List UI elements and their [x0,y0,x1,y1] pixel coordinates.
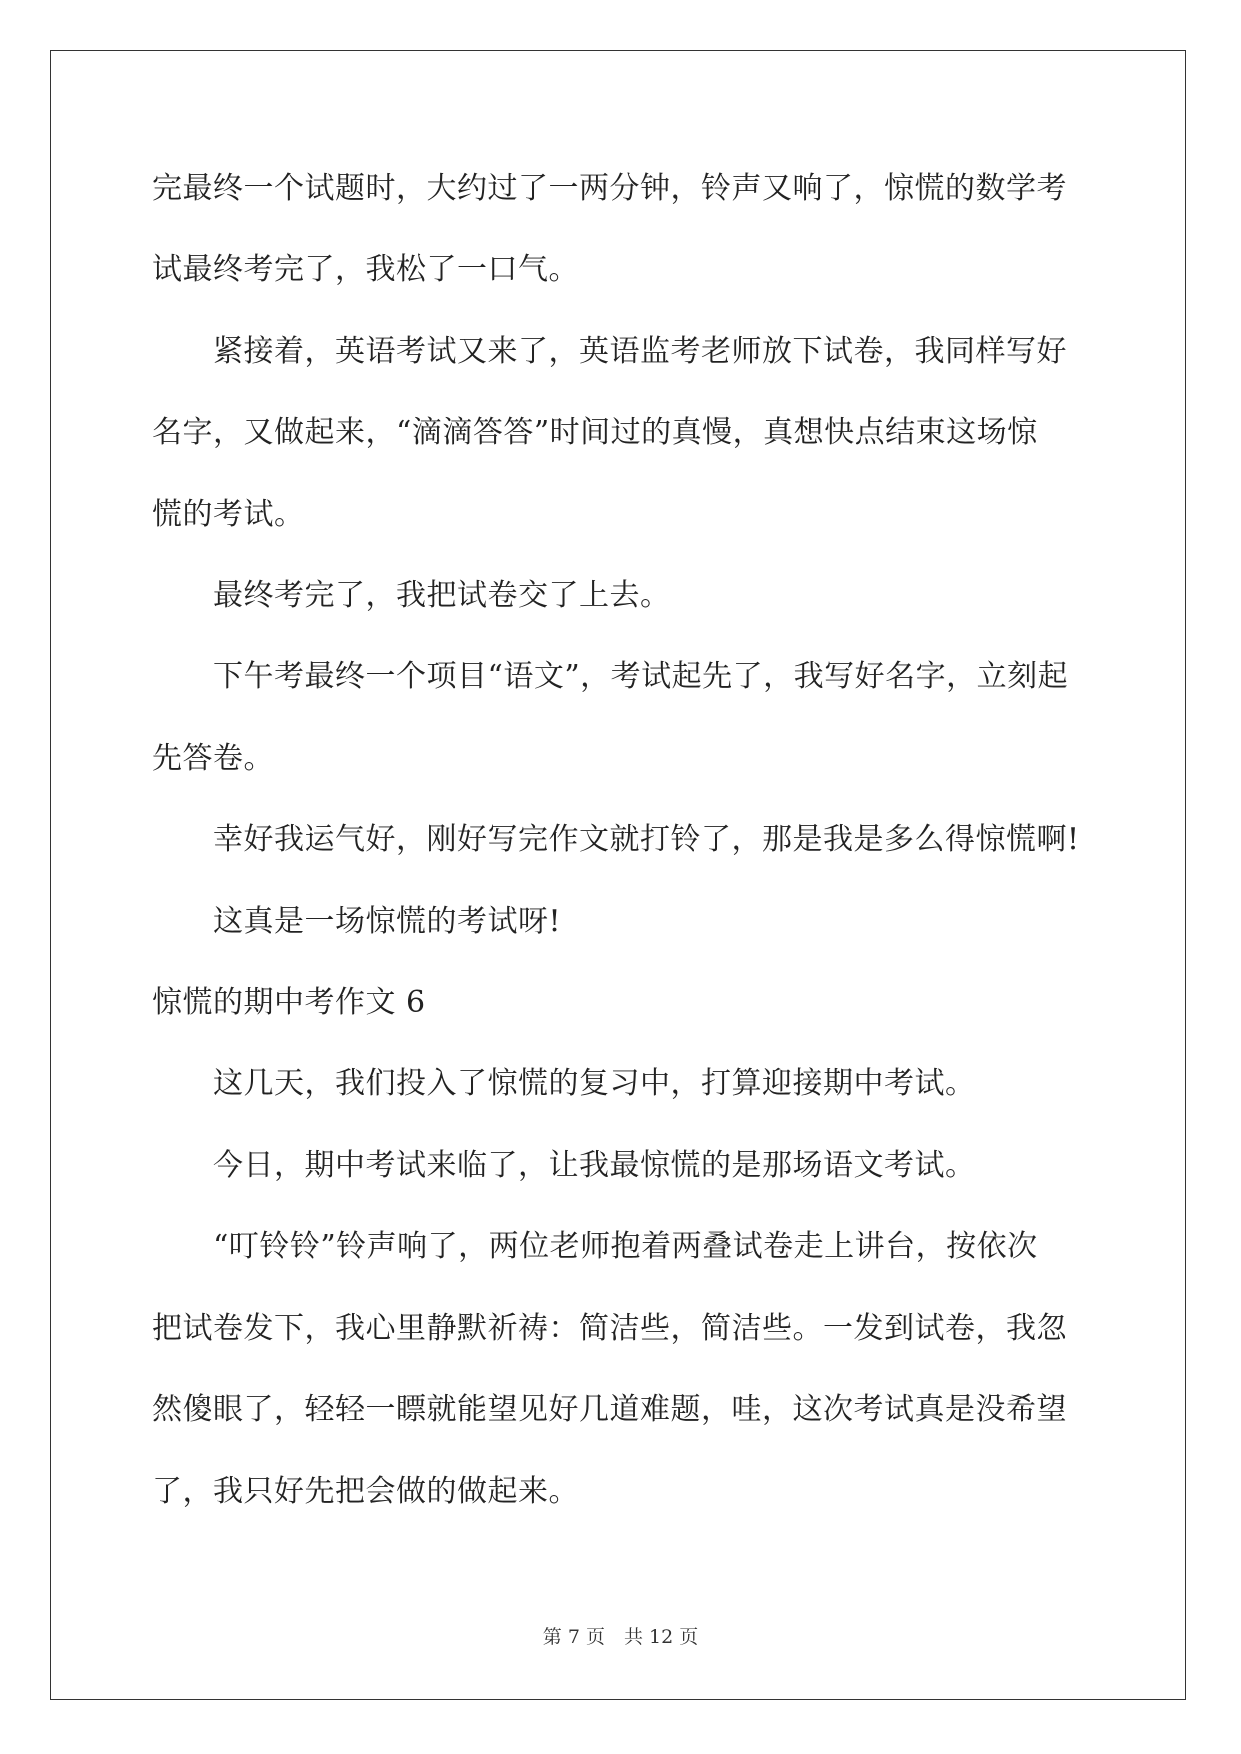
paragraph-line: 下午考最终一个项目“语文”，考试起先了，我写好名字，立刻起 [152,659,1069,694]
paragraph-line: 紧接着，英语考试又来了，英语监考老师放下试卷，我同样写好 [152,334,1067,369]
text-line: 然傻眼了，轻轻一瞟就能望见好几道难题，哇，这次考试真是没希望 [152,1392,1067,1427]
paragraph-line: 幸好我运气好，刚好写完作文就打铃了，那是我是多么得惊慌啊! [152,822,1080,857]
paragraph-line: 这几天，我们投入了惊慌的复习中，打算迎接期中考试。 [152,1066,976,1101]
text-line: 了，我只好先把会做的做起来。 [152,1474,579,1509]
section-heading: 惊慌的期中考作文 6 [152,985,426,1020]
paragraph-line: 今日，期中考试来临了，让我最惊慌的是那场语文考试。 [152,1148,976,1183]
text-line: 慌的考试。 [152,497,305,532]
text-line: 完最终一个试题时，大约过了一两分钟，铃声又响了，惊慌的数学考 [152,171,1067,206]
paragraph-line: 最终考完了，我把试卷交了上去。 [152,578,671,613]
page-border [50,50,1186,1700]
page-number: 第 7 页 共 12 页 [542,1626,699,1648]
paragraph-line: 这真是一场惊慌的考试呀! [152,904,562,939]
text-line: 先答卷。 [152,741,274,776]
text-line: 试最终考完了，我松了一口气。 [152,252,579,287]
page-number-footer [0,1626,1241,1648]
text-line: 把试卷发下，我心里静默祈祷：简洁些，简洁些。一发到试卷，我忽 [152,1311,1067,1346]
text-line: 名字，又做起来，“滴滴答答”时间过的真慢，真想快点结束这场惊 [152,415,1038,450]
paragraph-line: “叮铃铃”铃声响了，两位老师抱着两叠试卷走上讲台，按依次 [152,1229,1038,1264]
